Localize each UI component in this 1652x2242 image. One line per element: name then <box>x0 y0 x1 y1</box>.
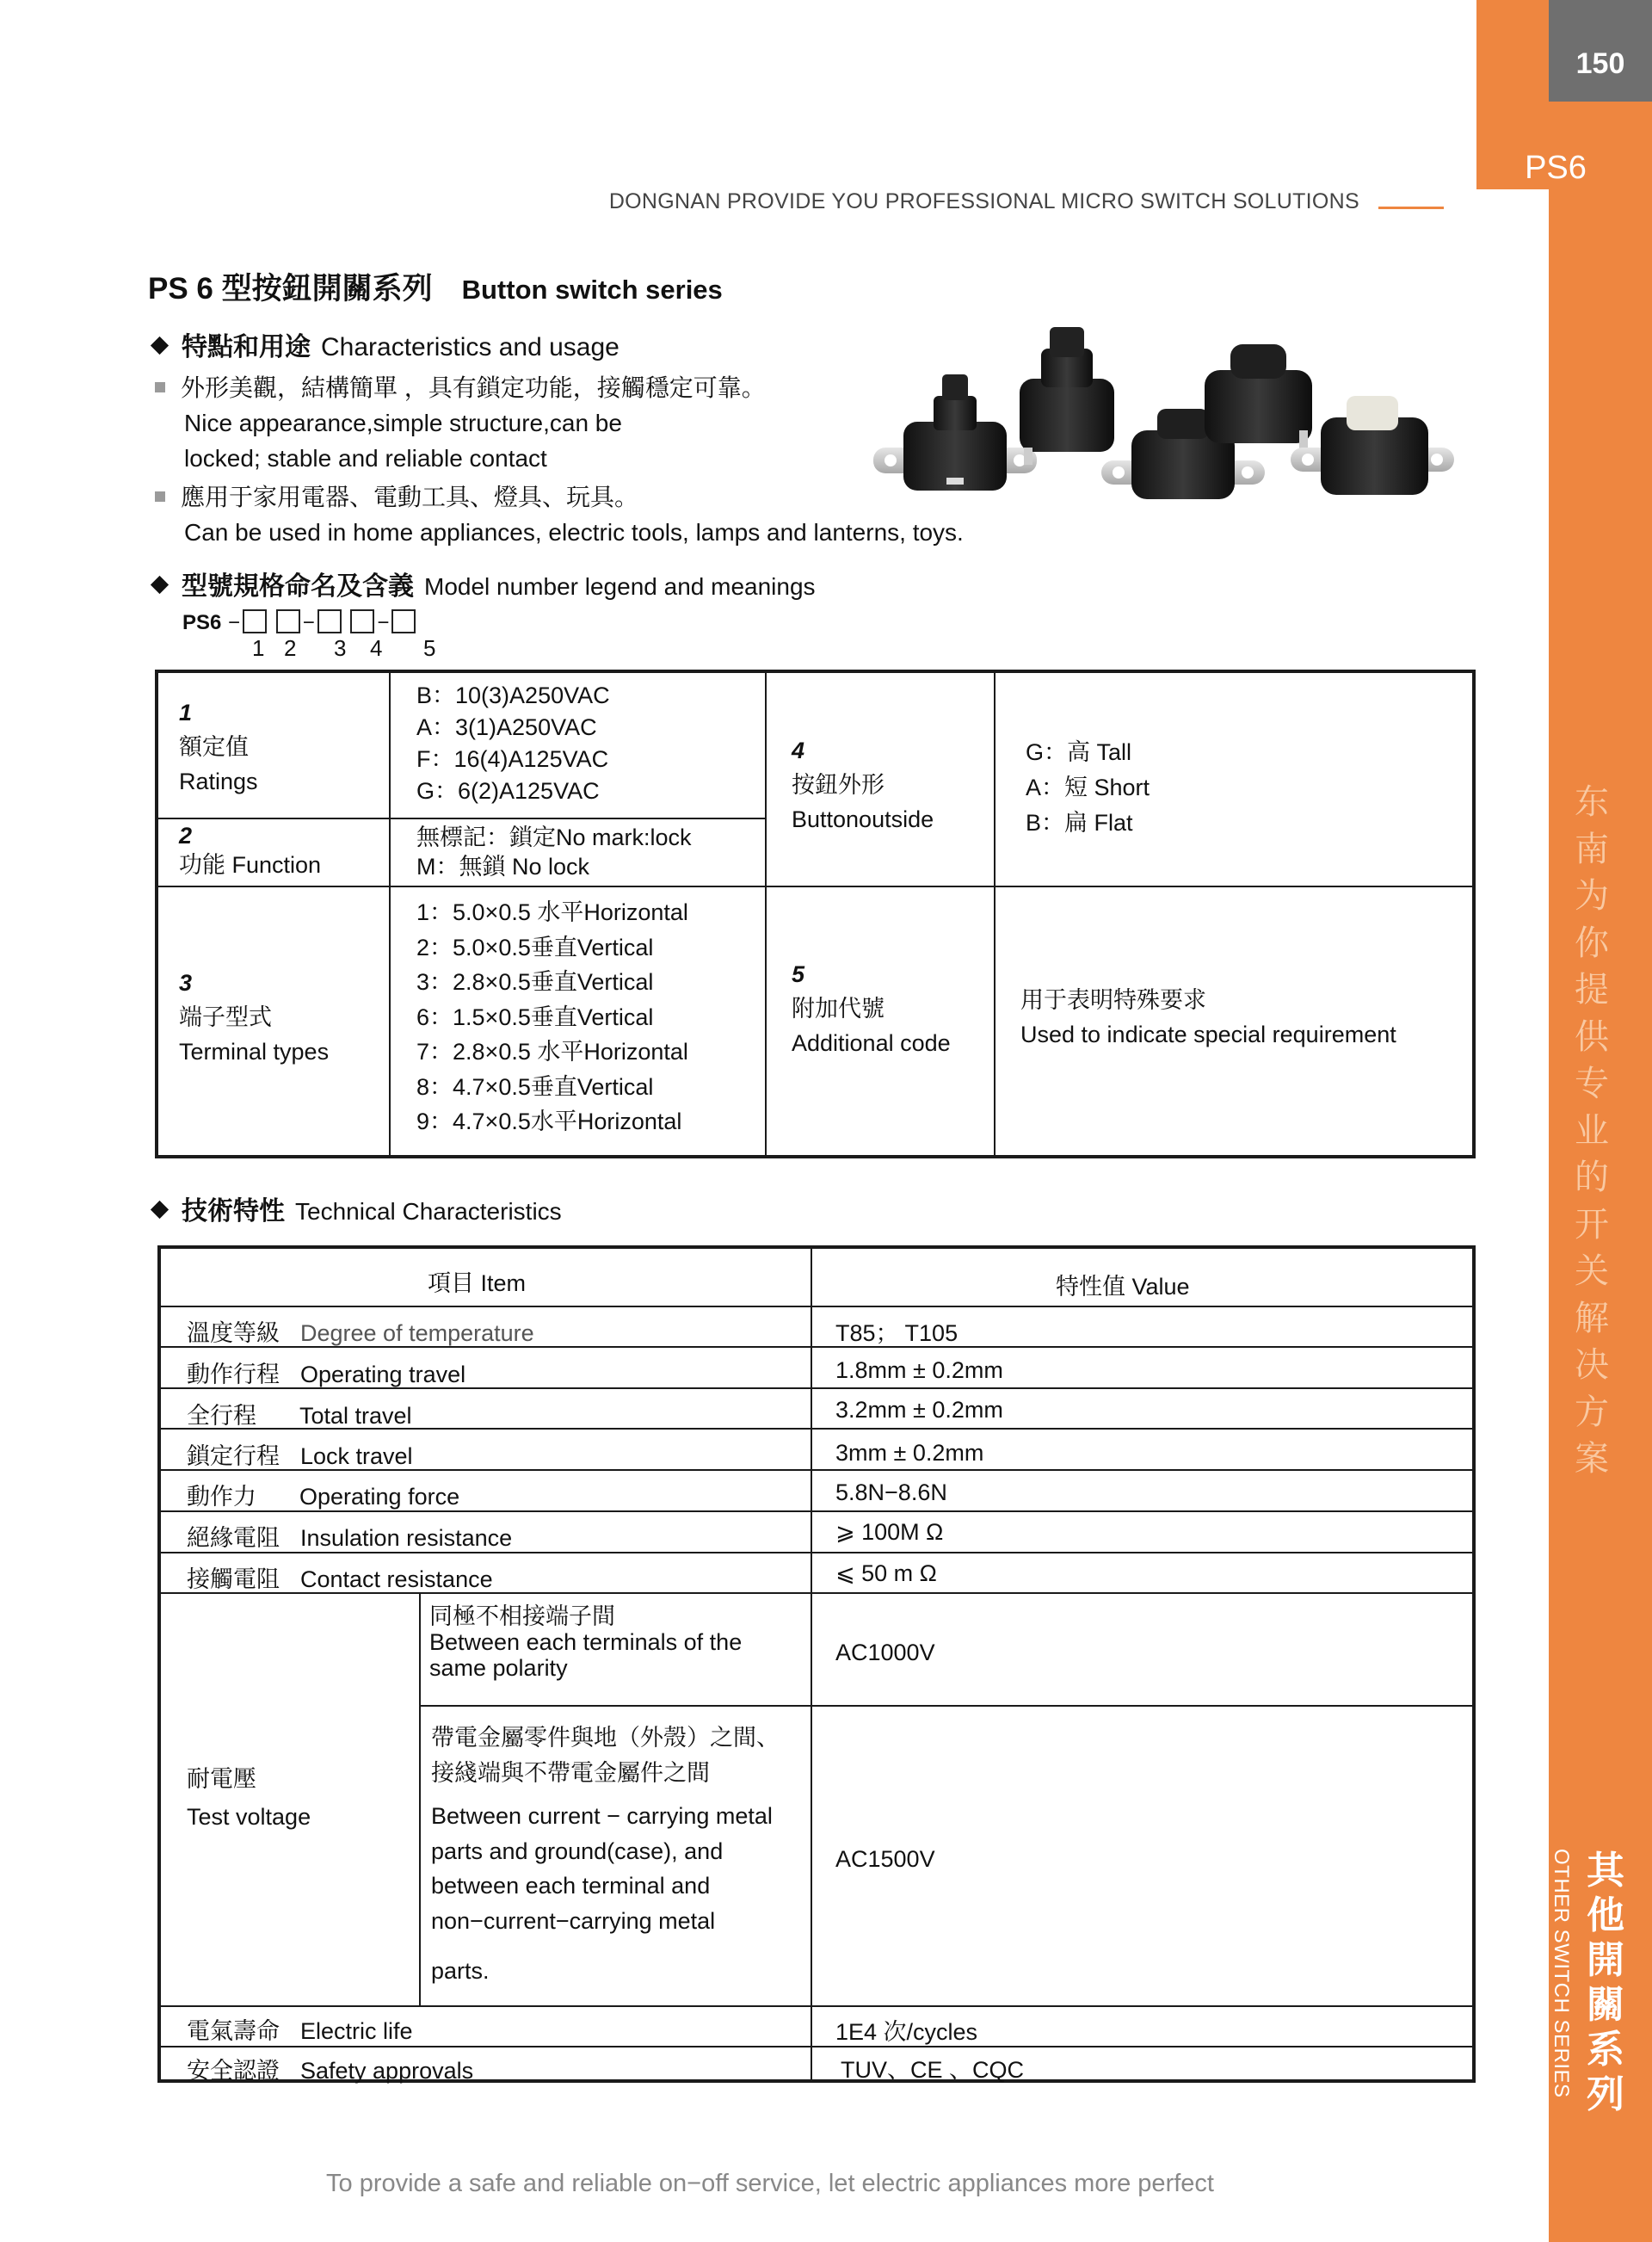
legend-item-5-label: 5 附加代號 Additional code <box>792 961 951 1056</box>
tech-value: 3mm ± 0.2mm <box>835 1440 984 1466</box>
legend-item-2-label: 2 功能 Function <box>179 823 322 878</box>
tech-value: 1E4 次/cycles <box>835 2019 978 2045</box>
square-bullet-icon <box>155 382 165 392</box>
technical-heading: 技術特性 Technical Characteristics <box>148 1189 562 1227</box>
legend-item-4-label: 4 按鈕外形 Buttonoutside <box>792 738 934 832</box>
header-item: 項目 Item <box>428 1270 527 1296</box>
tech-value: ⩽ 50 m Ω <box>835 1560 937 1586</box>
header-value: 特性值 Value <box>1056 1274 1190 1300</box>
legend-item-1-label: 1 額定值 Ratings <box>179 700 258 794</box>
tech-row: 全行程 Total travel <box>187 1403 412 1429</box>
test-voltage-sub-1: 同極不相接端子間 Between each terminals of the same polarity <box>429 1603 743 1681</box>
tech-value: T85； T105 <box>835 1320 959 1346</box>
legend-item-3-values: 1：5.0×0.5 水平Horizontal 2：5.0×0.5垂直Vertical 3：2.8×0.5垂直Vertical 6：1.5×0.5垂直Vertical 7：2.8×0.5 水平Horizontal 8：4.7×0.5垂直Vertical 9：4.7×0.5水平Horizontal <box>416 899 688 1134</box>
tech-value: 3.2mm ± 0.2mm <box>835 1397 1003 1423</box>
test-voltage-sub-2: 帶電金屬零件與地（外殼）之間、 接綫端與不帶電金屬件之間 Between current − carrying metal parts and ground(case), and between each terminal and non−current−carrying metal parts. <box>431 1725 780 1984</box>
test-voltage-value-1: AC1000V <box>835 1640 935 1665</box>
title-en: Button switch series <box>461 275 723 305</box>
tech-value: 5.8N−8.6N <box>835 1479 947 1505</box>
legend-item-3-label: 3 端子型式 Terminal types <box>179 970 330 1065</box>
page-title <box>148 265 723 308</box>
tech-row: 溫度等級 Degree of temperature <box>187 1320 534 1346</box>
legend-item-2-values: 無標記：鎖定No mark:lock M：無鎖 No lock <box>416 825 692 880</box>
diamond-bullet-icon <box>151 337 169 355</box>
series-tag: PS6 <box>1525 150 1587 186</box>
top-slogan: DONGNAN PROVIDE YOU PROFESSIONAL MICRO SWITCH SOLUTIONS <box>608 189 1359 213</box>
footer-slogan: To provide a safe and reliable on−off service, let electric appliances more perfect <box>326 2170 1214 2197</box>
side-slogan: 东南为你提供专业的开关解决方案 <box>1575 783 1609 1478</box>
tech-value: TUV、CE 、CQC <box>841 2057 1025 2083</box>
side-category-cn: 其他開關系列 <box>1587 1850 1624 2115</box>
product-photo <box>869 301 1463 521</box>
tech-row: 安全認證 Safety approvals <box>187 2058 474 2084</box>
tech-row: 電氣壽命 Electric life <box>187 2018 413 2044</box>
code-box <box>243 609 267 633</box>
tech-row: 動作力 Operating force <box>187 1484 460 1510</box>
bullet-2: 應用于家用電器、電動工具、燈具、玩具。 Can be used in home appliances, electric tools, lamps and lanterns, toys. <box>155 479 964 550</box>
code-box <box>350 609 374 633</box>
tech-row: 絕緣電阻 Insulation resistance <box>187 1525 513 1551</box>
legend-item-4-values: G：高 Tall A：短 Short B：扁 Flat <box>1026 739 1150 836</box>
tech-row: 鎖定行程 Lock travel <box>187 1443 413 1469</box>
test-voltage-value-2: AC1500V <box>835 1846 935 1872</box>
tech-value: 1.8mm ± 0.2mm <box>835 1357 1003 1383</box>
characteristics-heading: 特點和用途 Characteristics and usage <box>148 325 620 363</box>
model-legend-table <box>155 670 1476 1158</box>
tech-row: 接觸電阻 Contact resistance <box>187 1566 493 1592</box>
code-box <box>317 609 342 633</box>
code-box <box>391 609 416 633</box>
legend-item-1-values: B：10(3)A250VAC A：3(1)A250VAC F：16(4)A125VAC G：6(2)A125VAC <box>416 682 610 804</box>
code-box <box>276 609 300 633</box>
bullet-1: 外形美觀，結構簡單 ，具有鎖定功能，接觸穩定可靠。 Nice appearance,simple structure,can be locked; stable and reliable contact <box>155 370 766 476</box>
model-legend-heading: 型號規格命名及含義 Model number legend and meanings <box>148 565 816 602</box>
slogan-underline <box>1378 207 1444 209</box>
diamond-bullet-icon <box>151 1201 169 1219</box>
test-voltage-label: 耐電壓 Test voltage <box>187 1766 311 1830</box>
side-category-en: OTHER SWITCH SERIES <box>1550 1849 1573 2098</box>
square-bullet-icon <box>155 491 165 502</box>
tech-row: 動作行程 Operating travel <box>187 1362 466 1387</box>
legend-item-5-values: 用于表明特殊要求 Used to indicate special requirement <box>1020 987 1396 1047</box>
diamond-bullet-icon <box>151 576 169 594</box>
page-number: 150 <box>1549 0 1652 102</box>
title-cn: PS 6 型按鈕開關系列 <box>148 272 433 306</box>
tech-value: ⩾ 100M Ω <box>835 1519 944 1545</box>
model-code-pattern: PS6 − − − <box>182 609 417 635</box>
technical-table <box>157 1245 1476 2083</box>
